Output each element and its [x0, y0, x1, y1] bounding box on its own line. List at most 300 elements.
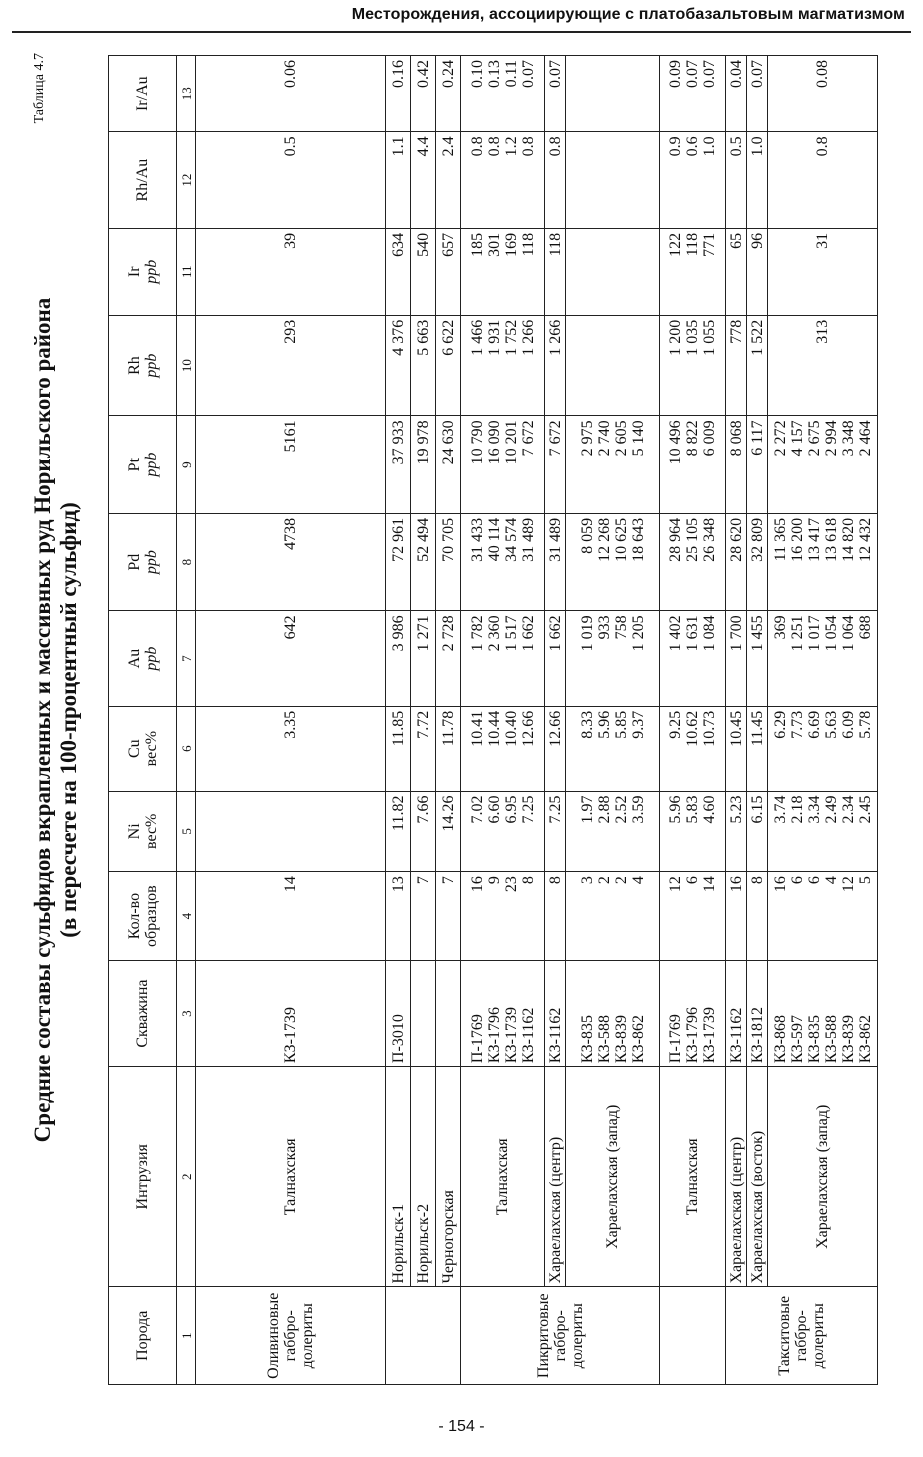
cell-line: 1 466 — [468, 319, 486, 356]
value-cell: 0.42 — [411, 56, 436, 132]
cell-line: 2.34 — [839, 795, 857, 824]
cell-line: 14 820 — [839, 517, 857, 562]
cell-line: КЗ-835 — [805, 1015, 823, 1064]
value-cell: 19 978 — [411, 416, 436, 514]
cell-line: 2.52 — [612, 795, 630, 824]
cell-line: 1 662 — [519, 615, 537, 652]
cell-line: 2.45 — [856, 795, 874, 824]
col-number: 11 — [177, 228, 196, 315]
cell-line: 10.41 — [468, 710, 486, 747]
table-row — [386, 56, 411, 1385]
cell-line: 10 496 — [667, 420, 684, 465]
borehole-cell: П-3010 — [386, 961, 411, 1067]
cell-line: 6.69 — [805, 710, 823, 739]
value-cell: 6 622 — [436, 315, 461, 416]
col-number: 2 — [177, 1067, 196, 1287]
cell-line: 8 822 — [684, 420, 701, 457]
value-cell: 7.25 — [545, 791, 566, 872]
cell-line: 8.33 — [578, 710, 596, 739]
table-row — [660, 56, 726, 1385]
value-cell: 634 — [386, 228, 411, 315]
value-cell — [461, 56, 545, 132]
value-cell — [461, 416, 545, 514]
value-cell: 5 663 — [411, 315, 436, 416]
value-cell — [768, 416, 878, 514]
value-cell — [566, 416, 660, 514]
intrusion-cell: Талнахская — [196, 1067, 386, 1287]
cell-line: 8 — [519, 876, 537, 885]
cell-line: 6.29 — [771, 710, 789, 739]
value-cell: 0.06 — [196, 56, 386, 132]
borehole-cell: КЗ-1739 — [196, 961, 386, 1067]
value-cell: 11.45 — [747, 706, 768, 791]
cell-line: 40 114 — [485, 517, 503, 562]
cell-line: КЗ-1739 — [701, 1007, 718, 1064]
cell-line: 0.09 — [667, 60, 684, 88]
cell-line: 5.96 — [667, 795, 684, 824]
cell-line: КЗ-1796 — [684, 1007, 701, 1064]
cell-line: 5.78 — [856, 710, 874, 739]
cell-line: 1 084 — [701, 615, 718, 652]
cell-line: 9 — [485, 876, 503, 885]
col-header: Ir/Au — [109, 56, 177, 132]
cell-line: 2 605 — [612, 420, 630, 457]
cell-line: 2 272 — [771, 420, 789, 457]
cell-line: 12.66 — [519, 710, 537, 747]
cell-line: 5.85 — [612, 710, 630, 739]
table-row — [436, 56, 461, 1385]
cell-line: 4 — [822, 876, 840, 885]
cell-line: 16 090 — [485, 420, 503, 465]
value-cell — [566, 872, 660, 961]
col-header: Кол-во образцов — [109, 872, 177, 961]
value-cell: 1 266 — [545, 315, 566, 416]
value-cell: 7 — [411, 872, 436, 961]
value-cell — [768, 611, 878, 706]
cell-line: 6 — [684, 876, 701, 885]
value-cell: 1 662 — [545, 611, 566, 706]
cell-line: 2 — [612, 876, 630, 885]
value-cell: 37 933 — [386, 416, 411, 514]
col-number: 1 — [177, 1287, 196, 1385]
intrusion-cell: Норильск-1 — [386, 1067, 411, 1287]
value-cell — [660, 56, 726, 132]
value-cell: 32 809 — [747, 513, 768, 611]
table-row — [545, 56, 566, 1385]
value-cell: 72 961 — [386, 513, 411, 611]
value-cell: 10.45 — [726, 706, 747, 791]
cell-line: 4 157 — [788, 420, 806, 457]
value-cell: 12.66 — [545, 706, 566, 791]
cell-line: 1.2 — [502, 136, 520, 157]
value-cell: 24 630 — [436, 416, 461, 514]
value-cell: 3 986 — [386, 611, 411, 706]
value-cell — [768, 791, 878, 872]
cell-line: 1 752 — [502, 319, 520, 356]
cell-line: 3.59 — [629, 795, 647, 824]
rock-cell: Пикритовые габбро-долериты — [461, 1287, 660, 1385]
borehole-cell: КЗ-1812 — [747, 961, 768, 1067]
col-header: Rh ppb — [109, 315, 177, 416]
cell-line: 2 360 — [485, 615, 503, 652]
table-row — [726, 56, 747, 1385]
borehole-cell — [411, 961, 436, 1067]
col-header: Au ppb — [109, 611, 177, 706]
cell-line: КЗ-597 — [788, 1015, 806, 1064]
col-header: Pt ppb — [109, 416, 177, 514]
cell-line: КЗ-862 — [856, 1015, 874, 1064]
value-cell: 0.8 — [545, 132, 566, 228]
cell-line: 4.60 — [701, 795, 718, 824]
cell-line: 5 — [856, 876, 874, 885]
value-cell — [660, 791, 726, 872]
cell-line: 6.60 — [485, 795, 503, 824]
value-cell — [768, 872, 878, 961]
cell-line: 34 574 — [502, 517, 520, 562]
value-cell: 7 — [436, 872, 461, 961]
cell-line: 10.40 — [502, 710, 520, 747]
cell-line: КЗ-839 — [612, 1015, 630, 1064]
cell-line: 1 054 — [822, 615, 840, 652]
value-cell: 0.24 — [436, 56, 461, 132]
value-cell — [461, 706, 545, 791]
cell-line: 9.25 — [667, 710, 684, 739]
cell-line: 13 417 — [805, 517, 823, 562]
value-cell: 8 068 — [726, 416, 747, 514]
cell-line: 26 348 — [701, 517, 718, 562]
cell-line: 1 251 — [788, 615, 806, 652]
cell-line: 369 — [771, 615, 789, 640]
cell-line: 122 — [667, 232, 684, 257]
value-cell — [461, 611, 545, 706]
cell-line: 9.37 — [629, 710, 647, 739]
value-cell — [660, 315, 726, 416]
col-number: 13 — [177, 56, 196, 132]
cell-line: 1 017 — [805, 615, 823, 652]
cell-line: 3 348 — [839, 420, 857, 457]
cell-line: 2.49 — [822, 795, 840, 824]
cell-line: 0.9 — [667, 136, 684, 157]
cell-line: 16 — [771, 876, 789, 893]
cell-line: 13 618 — [822, 517, 840, 562]
value-cell: 11.82 — [386, 791, 411, 872]
intrusion-cell: Хараелахская (запад) — [768, 1067, 878, 1287]
cell-line: 4 — [629, 876, 647, 885]
value-cell: 778 — [726, 315, 747, 416]
value-cell: 1 455 — [747, 611, 768, 706]
cell-line: 31 489 — [519, 517, 537, 562]
col-header: Pd ppb — [109, 513, 177, 611]
rock-cell — [660, 1287, 726, 1385]
value-cell: 2 728 — [436, 611, 461, 706]
value-cell: 13 — [386, 872, 411, 961]
cell-line: 8 059 — [578, 517, 596, 554]
rock-cell: Такситовые габбро-долериты — [726, 1287, 878, 1385]
value-cell: 4 376 — [386, 315, 411, 416]
cell-line: 10.62 — [684, 710, 701, 747]
cell-line: 23 — [502, 876, 520, 893]
value-cell — [768, 315, 878, 416]
value-cell — [660, 132, 726, 228]
cell-line: 1 064 — [839, 615, 857, 652]
value-cell: 4.4 — [411, 132, 436, 228]
cell-line: 14 — [701, 876, 718, 893]
header-title: Месторождения, ассоциирующие с платобазальтовым магматизмом — [351, 6, 905, 23]
col-header: Интрузия — [109, 1067, 177, 1287]
table-subtitle: (в пересчете на 100-процентный сульфид) — [56, 502, 81, 938]
cell-line: 12 — [667, 876, 684, 893]
col-header: Ni вес% — [109, 791, 177, 872]
cell-line: 16 — [468, 876, 486, 893]
value-cell: 540 — [411, 228, 436, 315]
value-cell: 2.4 — [436, 132, 461, 228]
cell-line: 7.02 — [468, 795, 486, 824]
value-cell: 8 — [747, 872, 768, 961]
cell-line: 1 205 — [629, 615, 647, 652]
value-cell: 642 — [196, 611, 386, 706]
cell-line: 1.97 — [578, 795, 596, 824]
col-header: Rh/Au — [109, 132, 177, 228]
cell-line: 0.07 — [519, 60, 537, 88]
value-cell: 7.72 — [411, 706, 436, 791]
cell-line: 1 266 — [519, 319, 537, 356]
value-cell: 6 117 — [747, 416, 768, 514]
value-cell: 14 — [196, 872, 386, 961]
cell-line: П-1769 — [667, 1014, 684, 1064]
cell-line: 31 — [814, 232, 831, 249]
cell-line: 10.44 — [485, 710, 503, 747]
cell-line: 0.11 — [502, 60, 520, 88]
value-cell — [461, 132, 545, 228]
cell-line: 6.95 — [502, 795, 520, 824]
cell-line: 169 — [502, 232, 520, 257]
value-cell: 0.07 — [747, 56, 768, 132]
cell-line: 16 200 — [788, 517, 806, 562]
table-row — [411, 56, 436, 1385]
cell-line: 2 — [595, 876, 613, 885]
value-cell — [196, 791, 386, 872]
rock-cell — [386, 1287, 461, 1385]
value-cell — [461, 228, 545, 315]
value-cell: 118 — [545, 228, 566, 315]
cell-line: 10 790 — [468, 420, 486, 465]
rotated-table-page — [8, 35, 900, 1405]
borehole-cell — [660, 961, 726, 1067]
cell-line: 688 — [856, 615, 874, 640]
borehole-cell — [461, 961, 545, 1067]
cell-line: 1 055 — [701, 319, 718, 356]
cell-line: КЗ-862 — [629, 1015, 647, 1064]
intrusion-cell: Хараелахская (восток) — [747, 1067, 768, 1287]
value-cell: 7 672 — [545, 416, 566, 514]
intrusion-cell: Хараелахская (запад) — [566, 1067, 660, 1287]
col-number: 6 — [177, 706, 196, 791]
value-cell — [660, 611, 726, 706]
cell-line: 12 268 — [595, 517, 613, 562]
cell-line: 313 — [814, 319, 831, 344]
cell-line: 12 — [839, 876, 857, 893]
value-cell: 65 — [726, 228, 747, 315]
cell-line: 2 994 — [822, 420, 840, 457]
col-number: 10 — [177, 315, 196, 416]
cell-line: 0.8 — [485, 136, 503, 157]
value-cell: 96 — [747, 228, 768, 315]
value-cell — [566, 513, 660, 611]
borehole-cell: КЗ-1162 — [545, 961, 566, 1067]
cell-line: 10.73 — [701, 710, 718, 747]
cell-line: 2 464 — [856, 420, 874, 457]
cell-line: 2 675 — [805, 420, 823, 457]
value-cell — [566, 791, 660, 872]
cell-line: 1 782 — [468, 615, 486, 652]
cell-line: 7 672 — [519, 420, 537, 457]
col-number: 7 — [177, 611, 196, 706]
intrusion-cell: Хараелахская (центр) — [545, 1067, 566, 1287]
value-cell — [768, 706, 878, 791]
cell-line: 5 140 — [629, 420, 647, 457]
cell-line: КЗ-588 — [822, 1015, 840, 1064]
value-cell — [461, 872, 545, 961]
rock-cell: Оливиновые габбро-долериты — [196, 1287, 386, 1385]
borehole-cell — [436, 961, 461, 1067]
value-cell: 1 700 — [726, 611, 747, 706]
borehole-cell — [768, 961, 878, 1067]
cell-line: 1 200 — [667, 319, 684, 356]
col-number: 8 — [177, 513, 196, 611]
table-title: Средние составы сульфидов вкрапленных и массивных руд Норильского района — [30, 297, 55, 1143]
cell-line: 1 402 — [667, 615, 684, 652]
intrusion-cell: Черногорская — [436, 1067, 461, 1287]
table-row — [747, 56, 768, 1385]
value-cell — [566, 315, 660, 416]
cell-line: 31 433 — [468, 517, 486, 562]
cell-line: 118 — [519, 232, 537, 257]
col-number: 5 — [177, 791, 196, 872]
value-cell: 39 — [196, 228, 386, 315]
column-number-row — [177, 56, 196, 1385]
value-cell: 70 705 — [436, 513, 461, 611]
col-header: Cu вес% — [109, 706, 177, 791]
cell-line: КЗ-1162 — [519, 1007, 537, 1064]
cell-line: 0.07 — [684, 60, 701, 88]
cell-line: КЗ-1739 — [502, 1007, 520, 1064]
value-cell — [566, 611, 660, 706]
data-table — [108, 55, 878, 1385]
cell-line: 0.6 — [684, 136, 701, 157]
value-cell: 11.78 — [436, 706, 461, 791]
cell-line: 6 009 — [701, 420, 718, 457]
value-cell — [461, 791, 545, 872]
value-cell: 4738 — [196, 513, 386, 611]
col-number: 3 — [177, 961, 196, 1067]
cell-line: 5.83 — [684, 795, 701, 824]
table-row — [196, 56, 386, 1385]
cell-line: 2.18 — [788, 795, 806, 824]
table-number: Таблица 4.7 — [32, 53, 47, 124]
cell-line: 12 432 — [856, 517, 874, 562]
cell-line: 0.07 — [701, 60, 718, 88]
cell-line: 771 — [701, 232, 718, 257]
value-cell: 5.23 — [726, 791, 747, 872]
value-cell — [566, 228, 660, 315]
cell-line: 118 — [684, 232, 701, 257]
page-number: - 154 - — [438, 1418, 485, 1435]
value-cell: 0.5 — [196, 132, 386, 228]
cell-line: 18 643 — [629, 517, 647, 562]
cell-line: 1.0 — [701, 136, 718, 157]
borehole-cell — [566, 961, 660, 1067]
cell-line: 0.13 — [485, 60, 503, 88]
header-rule — [12, 31, 911, 33]
cell-line: 3 — [578, 876, 596, 885]
cell-line: 1 517 — [502, 615, 520, 652]
cell-line: П-1769 — [468, 1014, 486, 1064]
value-cell: 0.07 — [545, 56, 566, 132]
cell-line: 11 365 — [771, 517, 789, 562]
value-cell: 1 522 — [747, 315, 768, 416]
value-cell: 3.35 — [196, 706, 386, 791]
col-header: Скважина — [109, 961, 177, 1067]
col-header: Порода — [109, 1287, 177, 1385]
value-cell — [660, 228, 726, 315]
table-row — [566, 56, 660, 1385]
value-cell: 6.15 — [747, 791, 768, 872]
value-cell — [768, 132, 878, 228]
value-cell — [660, 872, 726, 961]
cell-line: 0.8 — [814, 136, 831, 157]
value-cell: 293 — [196, 315, 386, 416]
value-cell: 0.16 — [386, 56, 411, 132]
cell-line: 6 — [805, 876, 823, 885]
running-header — [0, 0, 923, 36]
intrusion-cell: Хараелахская (центр) — [726, 1067, 747, 1287]
cell-line: 1 631 — [684, 615, 701, 652]
value-cell: 1 271 — [411, 611, 436, 706]
value-cell — [566, 132, 660, 228]
cell-line: 0.8 — [519, 136, 537, 157]
cell-line: 3.74 — [771, 795, 789, 824]
cell-line: 10 625 — [612, 517, 630, 562]
value-cell — [461, 513, 545, 611]
cell-line: 7.73 — [788, 710, 806, 739]
cell-line: 2 975 — [578, 420, 596, 457]
value-cell: 1.0 — [747, 132, 768, 228]
intrusion-cell: Норильск-2 — [411, 1067, 436, 1287]
value-cell: 0.5 — [726, 132, 747, 228]
cell-line: КЗ-839 — [839, 1015, 857, 1064]
cell-line: 301 — [485, 232, 503, 257]
cell-line: 2.88 — [595, 795, 613, 824]
cell-line: 3.34 — [805, 795, 823, 824]
value-cell — [768, 513, 878, 611]
borehole-cell: КЗ-1162 — [726, 961, 747, 1067]
cell-line: 28 964 — [667, 517, 684, 562]
cell-line: КЗ-588 — [595, 1015, 613, 1064]
cell-line: 6 — [788, 876, 806, 885]
value-cell: 16 — [726, 872, 747, 961]
cell-line: 0.08 — [814, 60, 831, 88]
value-cell — [768, 228, 878, 315]
col-number: 4 — [177, 872, 196, 961]
table-row — [461, 56, 545, 1385]
table-row — [768, 56, 878, 1385]
value-cell — [566, 706, 660, 791]
intrusion-cell: Талнахская — [461, 1067, 545, 1287]
col-number: 9 — [177, 416, 196, 514]
col-header: Ir ppb — [109, 228, 177, 315]
cell-line: 933 — [595, 615, 613, 640]
cell-line: 5.96 — [595, 710, 613, 739]
